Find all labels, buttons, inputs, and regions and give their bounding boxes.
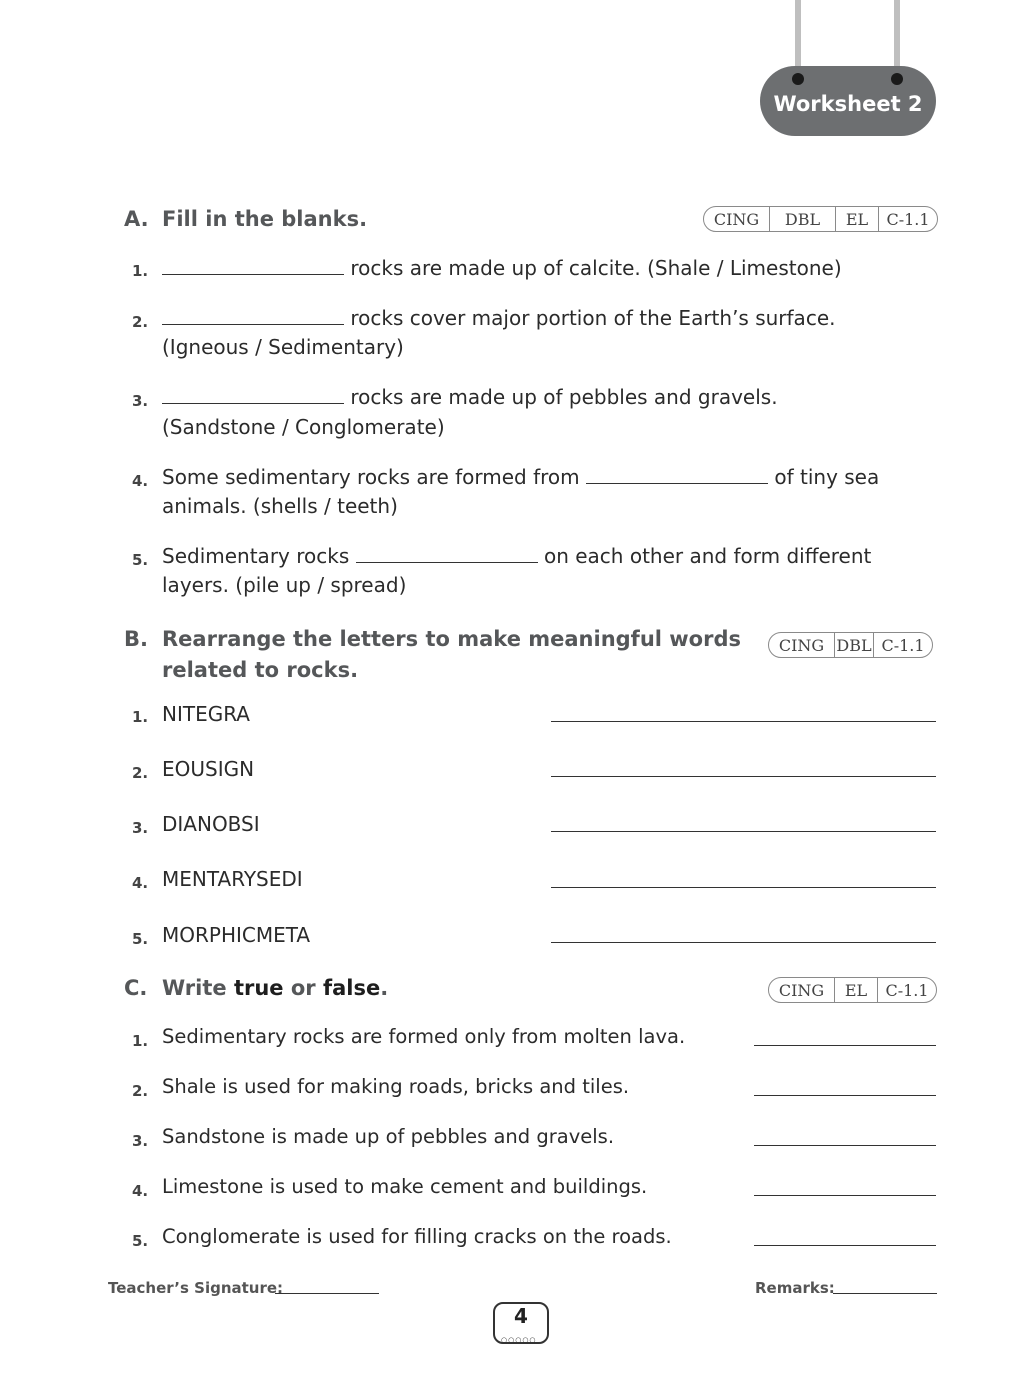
section-a-title: Fill in the blanks. [162,207,368,231]
answer-line[interactable] [754,1245,936,1246]
answer-line[interactable] [551,831,936,832]
page-badge-dots-icon: ○○○○○ [501,1336,537,1344]
section-b-skill-badge [768,632,933,658]
question-text-continued: (Sandstone / Conglomerate) [162,415,445,439]
statement-text: Limestone is used to make cement and buildings. [162,1175,648,1198]
answer-line[interactable] [754,1045,936,1046]
jumbled-word: EOUSIGN [162,757,255,781]
question-text: rocks cover major portion of the Earth’s surface. [344,306,836,330]
section-c-title-false: false [322,976,381,1000]
badge-cell: EL [834,978,877,1002]
question-number: 4. [132,1182,149,1200]
teacher-signature [108,1279,283,1297]
answer-line[interactable] [754,1145,936,1146]
section-c-title-or: or [283,976,323,1000]
section-c-letter: C. [124,976,148,1000]
section-b-title-line2: related to rocks. [162,658,359,682]
question-number: 4. [132,874,149,892]
page-number: 4 [514,1304,528,1328]
question-number: 1. [132,708,149,726]
jumbled-word: MORPHICMETA [162,923,311,947]
answer-line[interactable] [754,1195,936,1196]
fill-blank-line [162,306,835,330]
answer-blank[interactable] [356,561,538,563]
badge-cell: DBL [834,633,873,657]
question-number: 5. [132,1232,149,1250]
jumbled-word: MENTARYSEDI [162,867,303,891]
statement-text: Sandstone is made up of pebbles and gravels. [162,1125,615,1148]
question-number: 3. [132,819,149,837]
fill-blank-line [162,256,842,280]
question-text-continued: (Igneous / Sedimentary) [162,335,404,359]
answer-blank[interactable] [162,323,344,325]
section-c-title-prefix: Write [162,976,234,1000]
tag-string-left [795,0,801,74]
badge-cell: EL [835,207,878,231]
question-text-continued: animals. (shells / teeth) [162,494,398,518]
answer-line[interactable] [551,721,936,722]
answer-blank[interactable] [162,273,344,275]
jumbled-word: DIANOBSI [162,812,260,836]
question-text: rocks are made up of pebbles and gravels. [344,385,778,409]
badge-cell: CING [778,980,825,1000]
tag-string-right [894,0,900,74]
badge-cell: C-1.1 [877,978,936,1002]
section-a-skill-badge [703,206,938,232]
answer-blank[interactable] [162,402,344,404]
section-a-letter: A. [124,207,149,231]
remarks [755,1279,835,1297]
section-c-heading [124,973,389,1004]
answer-line[interactable] [551,776,936,777]
answer-line[interactable] [754,1095,936,1096]
badge-cell: C-1.1 [878,207,937,231]
answer-line[interactable] [551,887,936,888]
badge-cell: C-1.1 [873,633,932,657]
statement-text: Shale is used for making roads, bricks and tiles. [162,1075,630,1098]
question-number: 2. [132,313,149,331]
statement-text: Conglomerate is used for filling cracks on the roads. [162,1225,672,1248]
teacher-signature-line[interactable] [275,1293,379,1294]
question-text: Some sedimentary rocks are formed from [162,465,586,489]
section-c-title-true: true [233,976,284,1000]
question-number: 3. [132,1132,149,1150]
tag-hole-left-icon [792,73,804,85]
badge-cell: CING [778,635,825,655]
question-number: 1. [132,1032,149,1050]
jumbled-word: NITEGRA [162,702,250,726]
worksheet-tag [760,66,936,136]
section-b-heading [124,624,741,686]
question-text-continued: layers. (pile up / spread) [162,573,407,597]
section-a-heading [124,204,368,235]
question-number: 5. [132,930,149,948]
question-number: 1. [132,262,149,280]
question-number: 2. [132,764,149,782]
remarks-line[interactable] [833,1293,937,1294]
section-c-skill-badge [768,977,937,1003]
tag-hole-right-icon [891,73,903,85]
section-b-letter: B. [124,627,148,651]
section-c-title-end: . [380,976,389,1000]
question-text: of tiny sea [768,465,880,489]
question-number: 5. [132,551,149,569]
fill-blank-line [162,544,871,568]
fill-blank-line [162,465,879,489]
section-b-title-line1: Rearrange the letters to make meaningful words [162,627,741,651]
badge-cell: DBL [769,207,835,231]
question-number: 3. [132,392,149,410]
question-text: rocks are made up of calcite. (Shale / Limestone) [344,256,842,280]
fill-blank-line [162,385,778,409]
question-number: 4. [132,472,149,490]
teacher-signature-label: Teacher’s Signature: [108,1279,284,1297]
statement-text: Sedimentary rocks are formed only from molten lava. [162,1025,686,1048]
remarks-label: Remarks: [755,1279,835,1297]
badge-cell: CING [713,209,760,229]
question-text: on each other and form different [537,544,872,568]
answer-blank[interactable] [586,482,768,484]
answer-line[interactable] [551,942,936,943]
question-number: 2. [132,1082,149,1100]
question-text: Sedimentary rocks [162,544,356,568]
worksheet-label: Worksheet 2 [773,92,923,116]
